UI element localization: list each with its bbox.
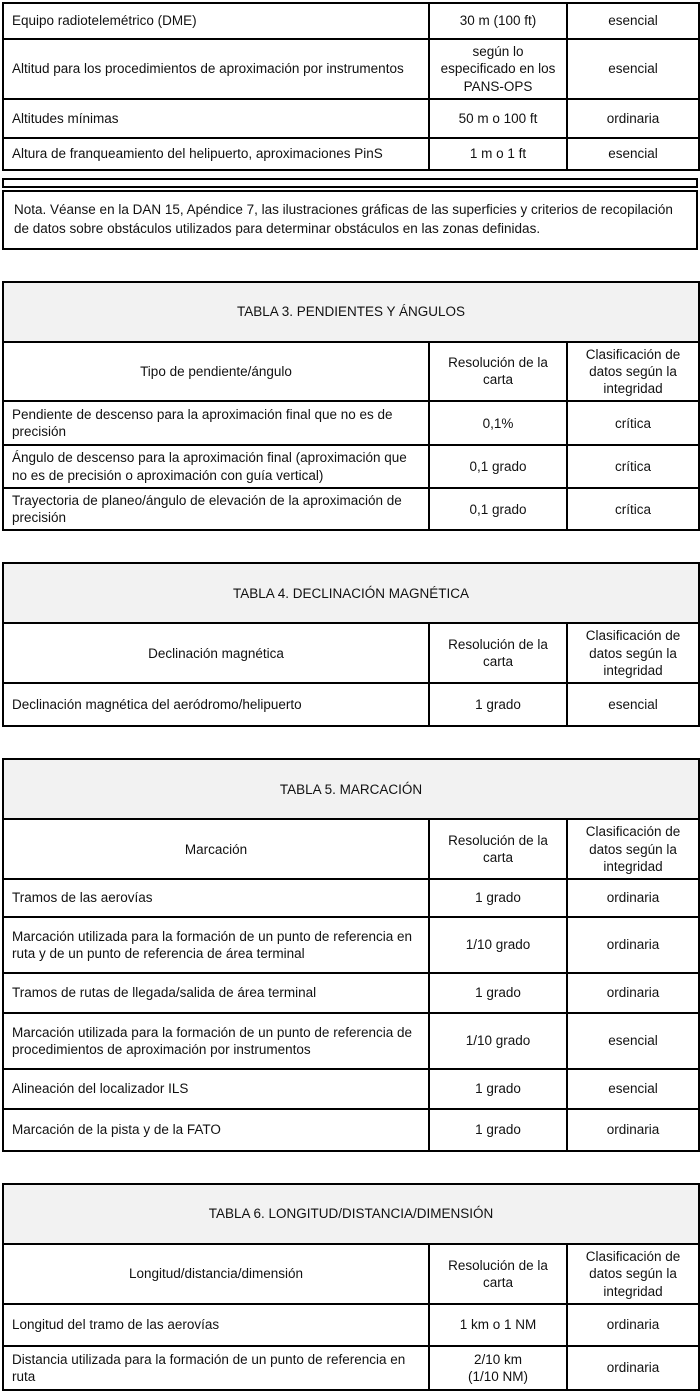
classification-cell: ordinaria <box>567 973 699 1013</box>
resolution-cell: 1/10 grado <box>429 917 567 973</box>
classification-cell: crítica <box>567 401 699 445</box>
column-header: Resolución de la carta <box>429 342 567 402</box>
table-title: TABLA 6. LONGITUD/DISTANCIA/DIMENSIÓN <box>3 1184 699 1244</box>
table-header-row <box>3 1244 699 1304</box>
note-text: Nota. Véanse en la DAN 15, Apéndice 7, las ilustraciones gráficas de las superficies y criterios de recopilación de datos sobre obstáculos utilizados para determinar obstáculos en las zonas definidas. <box>14 201 673 236</box>
item-cell: Tramos de las aerovías <box>3 879 429 917</box>
classification-cell: esencial <box>567 683 699 726</box>
column-header: Resolución de la carta <box>429 1244 567 1304</box>
table-row <box>3 3 699 39</box>
resolution-cell: 1 m o 1 ft <box>429 138 567 170</box>
classification-cell: esencial <box>567 39 699 99</box>
resolution-cell: 1 grado <box>429 1109 567 1151</box>
table-marcacion <box>2 758 700 1152</box>
resolution-cell: 50 m o 100 ft <box>429 99 567 138</box>
column-header: Marcación <box>3 819 429 879</box>
resolution-cell: 1 grado <box>429 973 567 1013</box>
classification-cell: ordinaria <box>567 917 699 973</box>
resolution-cell: 2/10 km (1/10 NM) <box>429 1346 567 1390</box>
table-row <box>3 879 699 917</box>
table-longitud-distancia-dimension <box>2 1183 700 1391</box>
item-cell: Altitud para los procedimientos de aproximación por instrumentos <box>3 39 429 99</box>
item-cell: Marcación utilizada para la formación de un punto de referencia en ruta y de un punto de referencia de área terminal <box>3 917 429 973</box>
item-cell: Pendiente de descenso para la aproximación final que no es de precisión <box>3 401 429 445</box>
resolution-cell: 1 km o 1 NM <box>429 1304 567 1346</box>
resolution-cell: 0,1% <box>429 401 567 445</box>
item-cell: Tramos de rutas de llegada/salida de área terminal <box>3 973 429 1013</box>
item-cell: Declinación magnética del aeródromo/helipuerto <box>3 683 429 726</box>
resolution-cell: según lo especificado en los PANS-OPS <box>429 39 567 99</box>
table-row <box>3 445 699 488</box>
table-row <box>3 1304 699 1346</box>
table-header-row <box>3 819 699 879</box>
item-cell: Marcación de la pista y de la FATO <box>3 1109 429 1151</box>
table-bottom-strip <box>2 178 698 188</box>
item-cell: Altura de franqueamiento del helipuerto, aproximaciones PinS <box>3 138 429 170</box>
classification-cell: ordinaria <box>567 879 699 917</box>
table-row <box>3 973 699 1013</box>
column-header: Clasificación de datos según la integridad <box>567 623 699 683</box>
resolution-cell: 0,1 grado <box>429 488 567 531</box>
classification-cell: ordinaria <box>567 1109 699 1151</box>
column-header: Longitud/distancia/dimensión <box>3 1244 429 1304</box>
column-header: Resolución de la carta <box>429 623 567 683</box>
classification-cell: crítica <box>567 488 699 531</box>
table-row <box>3 39 699 99</box>
column-header: Declinación magnética <box>3 623 429 683</box>
column-header: Tipo de pendiente/ángulo <box>3 342 429 402</box>
item-cell: Trayectoria de planeo/ángulo de elevación de la aproximación de precisión <box>3 488 429 531</box>
column-header: Clasificación de datos según la integridad <box>567 1244 699 1304</box>
table-title: TABLA 3. PENDIENTES Y ÁNGULOS <box>3 282 699 342</box>
classification-cell: ordinaria <box>567 99 699 138</box>
resolution-cell: 1 grado <box>429 683 567 726</box>
item-cell: Marcación utilizada para la formación de un punto de referencia de procedimientos de aproximación por instrumentos <box>3 1013 429 1069</box>
column-header: Resolución de la carta <box>429 819 567 879</box>
resolution-cell: 1/10 grado <box>429 1013 567 1069</box>
table-row <box>3 138 699 170</box>
item-cell: Distancia utilizada para la formación de un punto de referencia en ruta <box>3 1346 429 1390</box>
table-row <box>3 488 699 531</box>
resolution-cell: 1 grado <box>429 1069 567 1109</box>
table-row <box>3 1013 699 1069</box>
column-header: Clasificación de datos según la integridad <box>567 819 699 879</box>
table-title: TABLA 5. MARCACIÓN <box>3 759 699 819</box>
table-row <box>3 1346 699 1390</box>
resolution-cell: 0,1 grado <box>429 445 567 488</box>
classification-cell: esencial <box>567 3 699 39</box>
classification-cell: esencial <box>567 1013 699 1069</box>
table-row <box>3 1069 699 1109</box>
classification-cell: esencial <box>567 1069 699 1109</box>
table-title-row <box>3 282 699 342</box>
table-row <box>3 917 699 973</box>
classification-cell: ordinaria <box>567 1346 699 1390</box>
table-header-row <box>3 623 699 683</box>
table-header-row <box>3 342 699 402</box>
table-declinacion-magnetica <box>2 562 700 727</box>
item-cell: Longitud del tramo de las aerovías <box>3 1304 429 1346</box>
table-title-row <box>3 563 699 623</box>
table-row <box>3 99 699 138</box>
continuation-table <box>2 2 700 171</box>
classification-cell: esencial <box>567 138 699 170</box>
item-cell: Alineación del localizador ILS <box>3 1069 429 1109</box>
table-row <box>3 401 699 445</box>
table-title-row <box>3 1184 699 1244</box>
table-pendientes-angulos <box>2 281 700 532</box>
table-title-row <box>3 759 699 819</box>
item-cell: Ángulo de descenso para la aproximación final (aproximación que no es de precisión o aproximación con guía vertical) <box>3 445 429 488</box>
table-row <box>3 1109 699 1151</box>
item-cell: Altitudes mínimas <box>3 99 429 138</box>
classification-cell: ordinaria <box>567 1304 699 1346</box>
column-header: Clasificación de datos según la integridad <box>567 342 699 402</box>
table-title: TABLA 4. DECLINACIÓN MAGNÉTICA <box>3 563 699 623</box>
resolution-cell: 30 m (100 ft) <box>429 3 567 39</box>
table-row <box>3 683 699 726</box>
item-cell: Equipo radiotelemétrico (DME) <box>3 3 429 39</box>
note-box <box>2 190 698 250</box>
resolution-cell: 1 grado <box>429 879 567 917</box>
classification-cell: crítica <box>567 445 699 488</box>
